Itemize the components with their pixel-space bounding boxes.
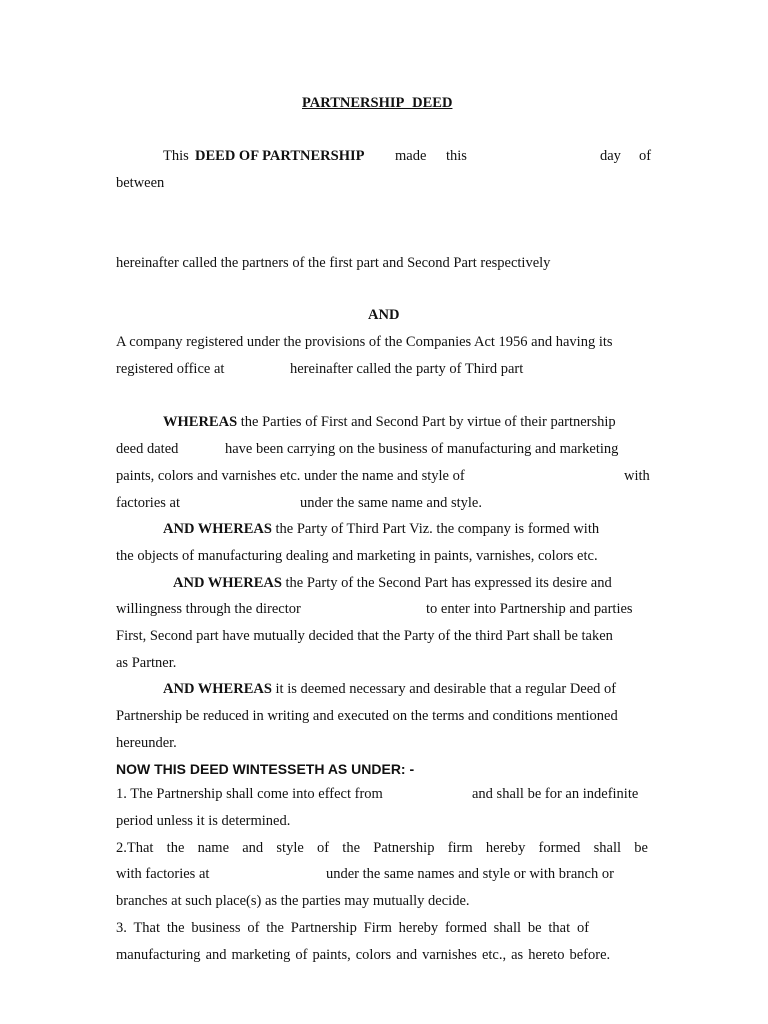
whereas3-line-2a: willingness through the director: [116, 601, 301, 617]
clause1-line-2: period unless it is determined.: [116, 813, 291, 829]
whereas1-keyword: WHEREAS: [163, 414, 238, 430]
whereas1-line-3a: paints, colors and varnishes etc. under the name and style of: [116, 468, 465, 484]
whereas2-text-1: the Party of Third Part Viz. the company is formed with: [271, 521, 600, 537]
whereas1-line-3b: with: [624, 468, 650, 484]
whereas1-line-2a: deed dated: [116, 441, 179, 457]
intro-made: made: [395, 148, 427, 164]
whereas3-line-2b: to enter into Partnership and parties: [426, 601, 633, 617]
intro-day: day: [600, 148, 621, 164]
whereas3-line-1: [173, 574, 612, 592]
clause1-line-1a: 1. The Partnership shall come into effect from: [116, 786, 383, 802]
whereas4-line-1: [163, 680, 616, 698]
intro-deed-label: DEED OF PARTNERSHIP: [195, 148, 365, 164]
whereas2-line-2: the objects of manufacturing dealing and marketing in paints, varnishes, colors etc.: [116, 548, 598, 564]
whereas4-text-1: it is deemed necessary and desirable that a regular Deed of: [271, 681, 617, 697]
clause3-line-2: manufacturing and marketing of paints, colors and varnishes etc., as hereto before.: [116, 947, 611, 963]
intro-this: This: [163, 148, 189, 164]
whereas1-line-4a: factories at: [116, 495, 181, 511]
whereas3-line-4: as Partner.: [116, 655, 177, 671]
whereas2-line-1: [163, 520, 599, 538]
whereas1-text-1: the Parties of First and Second Part by virtue of their partnership: [237, 414, 616, 430]
whereas2-keyword: AND WHEREAS: [163, 521, 272, 537]
and-heading: AND: [368, 307, 400, 323]
intro-this2: this: [446, 148, 467, 164]
clause3-line-1: 3. That the business of the Partnership Firm hereby formed shall be that of: [116, 920, 590, 936]
clause2-line-3: branches at such place(s) as the parties may mutually decide.: [116, 893, 470, 909]
clause2-line-1: 2.That the name and style of the Patnership firm hereby formed shall be: [116, 840, 648, 856]
clause2-line-2b: under the same names and style or with branch or: [326, 866, 614, 882]
whereas4-line-3: hereunder.: [116, 735, 177, 751]
document-title: PARTNERSHIP DEED: [302, 95, 453, 111]
intro-of: of: [639, 148, 652, 164]
whereas1-line-2b: have been carrying on the business of manufacturing and marketing: [225, 441, 619, 457]
company-line-1: A company registered under the provisions of the Companies Act 1956 and having its: [116, 334, 613, 350]
intro-between: between: [116, 175, 165, 191]
whereas3-text-1: the Party of the Second Part has expressed its desire and: [281, 575, 612, 591]
whereas1-line-4b: under the same name and style.: [300, 495, 482, 511]
clause1-line-1b: and shall be for an indefinite: [472, 786, 639, 802]
whereas3-keyword: AND WHEREAS: [173, 575, 282, 591]
whereas4-line-2: Partnership be reduced in writing and executed on the terms and conditions mentioned: [116, 708, 618, 724]
witnesseth-heading: NOW THIS DEED WINTESSETH AS UNDER: -: [116, 761, 415, 777]
whereas1-line-1: [163, 413, 616, 431]
company-line-2a: registered office at: [116, 361, 225, 377]
whereas4-keyword: AND WHEREAS: [163, 681, 272, 697]
hereinafter-line: hereinafter called the partners of the first part and Second Part respectively: [116, 255, 551, 271]
clause2-line-2a: with factories at: [116, 866, 210, 882]
whereas3-line-3: First, Second part have mutually decided that the Party of the third Part shall be taken: [116, 628, 613, 644]
company-line-2b: hereinafter called the party of Third part: [290, 361, 524, 377]
